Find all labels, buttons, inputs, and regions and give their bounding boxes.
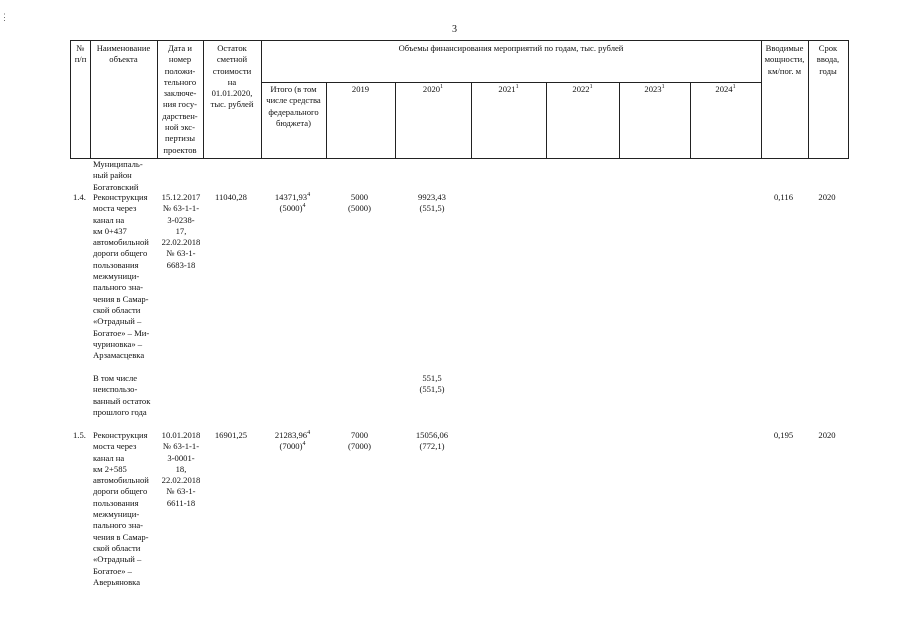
row-1-5-2019: 7000 (7000) <box>348 430 371 452</box>
header-year-2019: 2019 <box>351 84 370 94</box>
header-term: Срок ввода, годы <box>816 43 840 76</box>
header-year-2021: 2021$^1$ <box>498 84 519 94</box>
row-1-4-total: 14371,93$^4$ $(5000)^4$ <box>274 192 311 214</box>
section-title: Муниципаль- ный район Богатовский <box>93 159 143 192</box>
row-1-5-num: 1.5. <box>73 430 86 440</box>
header-year-2023: 2023$^1$ <box>644 84 665 94</box>
header-date: Дата и номер положи- тельного заключе- ния госу- дарствен- ной экс- пертизы проектов <box>162 43 198 155</box>
page-number: 3 <box>452 24 457 35</box>
row-1-4-num: 1.4. <box>73 192 86 202</box>
row-1-4-name: Реконструкция моста через канал на км 0+437 автомобильной дороги общего пользования межмуници- пального зна- чения в Самар- ской области «Отрадный – Богатое» – Ми- чуриновка» – Арзамасцевка <box>93 192 150 361</box>
row-1-4-date: 15.12.2017 № 63-1-1- 3-0238- 17, 22.02.2018 № 63-1- 6683-18 <box>161 192 201 270</box>
margin-mark: ⋮ <box>0 12 9 22</box>
row-1-5-capacity: 0,195 <box>773 430 794 440</box>
row-1-5-2020: 15056,06 (772,1) <box>415 430 449 452</box>
header-year-2022: 2022$^1$ <box>572 84 593 94</box>
header-total: Итого (в том числе средства федерального бюджета) <box>266 84 321 128</box>
row-1-5-total: 21283,96$^4$ $(7000)^4$ <box>274 430 311 452</box>
row-1-4-2020: 9923,43 (551,5) <box>418 192 446 214</box>
row-1-4-remainder: 11040,28 <box>215 192 247 202</box>
header-num: № п/п <box>74 43 87 65</box>
header-name: Наименование объекта <box>96 43 151 65</box>
subrow-name: В том числе неиспользо- ванный остаток прошлого года <box>93 373 151 417</box>
header-year-2020: 2020$^1$ <box>422 84 444 94</box>
row-1-5-name: Реконструкция моста через канал на км 2+585 автомобильной дороги общего пользования межмуници- пального зна- чения в Самар- ской области «Отрадный – Богатое» – Аверьяновка <box>93 430 149 587</box>
subrow-2020: 551,5 (551,5) <box>419 373 445 395</box>
header-capacity: Вводимые мощности, км/пог. м <box>764 43 805 76</box>
row-1-4-term: 2020 <box>818 192 836 202</box>
table-header <box>70 40 849 159</box>
row-1-5-remainder: 16901,25 <box>214 430 248 440</box>
header-remainder: Остаток сметной стоимости на 01.01.2020, тыс. рублей <box>210 43 254 110</box>
row-1-4-2019: 5000 (5000) <box>348 192 371 214</box>
header-year-2024: 2024$^1$ <box>715 84 736 94</box>
row-1-5-term: 2020 <box>818 430 836 440</box>
header-financing: Объемы финансирования мероприятий по годам, тыс. рублей <box>398 43 624 53</box>
row-1-5-date: 10.01.2018 № 63-1-1- 3-0001- 18, 22.02.2018 № 63-1- 6611-18 <box>161 430 201 508</box>
row-1-4-capacity: 0,116 <box>773 192 794 202</box>
